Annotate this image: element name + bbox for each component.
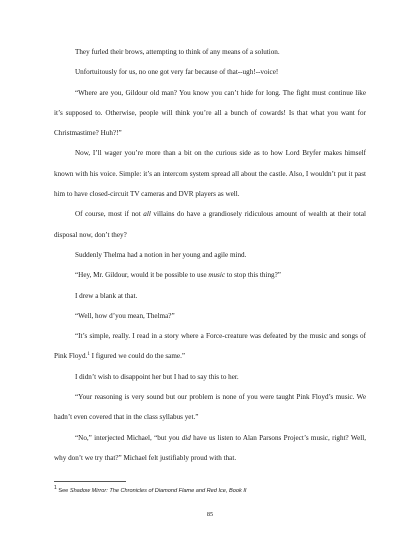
body-text [54,42,366,468]
paragraph: “Well, how d’you mean, Thelma?” [75,311,175,320]
paragraph: Now, I’ll wager you’re more than a bit on the curious side as to how Lord Bryfer makes himself known with his voice. Simple: it’s an intercom system spread all about the castle. Also, I wouldn’t put it past him to have closed-circuit TV cameras and DVR players as well. [54,149,366,199]
paragraph: Of course, most if not all villains do have a grandiosely ridiculous amount of wealth at their total disposal now, don’t they? [54,210,366,239]
paragraph: “It’s simple, really. I read in a story where a Force-creature was defeated by the music and songs of Pink Floyd.$^1$ I figured we could do the same.” [54,332,366,361]
paragraph: “No,” interjected Michael, “but you did have us listen to Alan Parsons Project’s music, right? Well, why don’t we try that?” Michael felt justifiably proud with that. [54,433,366,462]
page-number: 85 [206,511,214,518]
paragraph: I drew a blank at that. [75,291,138,300]
paragraph: “Your reasoning is very sound but our problem is none of you were taught Pink Floyd’s music. We hadn’t even covered that in the class syllabus yet.” [54,393,366,422]
footnote-title: Shadow Mirror: The Chronicles of Diamond Flame and Red Ice, Book II [69,488,247,494]
footnote-reference: 1 [87,352,90,358]
footnote-separator [54,481,126,482]
paragraph: I didn’t wish to disappoint her but I had to say this to her. [75,372,239,381]
paragraph: Suddenly Thelma had a notion in her young and agile mind. [75,250,247,259]
paragraph: They furled their brows, attempting to think of any means of a solution. [75,48,280,56]
footnote: $^1$ See Shadow Mirror: The Chronicles of Diamond Flame and Red Ice, Book II [54,485,247,494]
paragraph: “Hey, Mr. Gildour, would it be possible to use music to stop this thing?” [75,271,281,280]
paragraph: “Where are you, Gildour old man? You know you can’t hide for long. The fight must continue like it’s supposed to. Otherwise, people will think you’re all a bunch of cowards! Is that what you want for Christmastime? Huh?!” [54,88,366,138]
footnote-number: 1 [54,485,57,491]
paragraph: Unfortuitously for us, no one got very far because of that--ugh!--voice! [75,68,279,77]
